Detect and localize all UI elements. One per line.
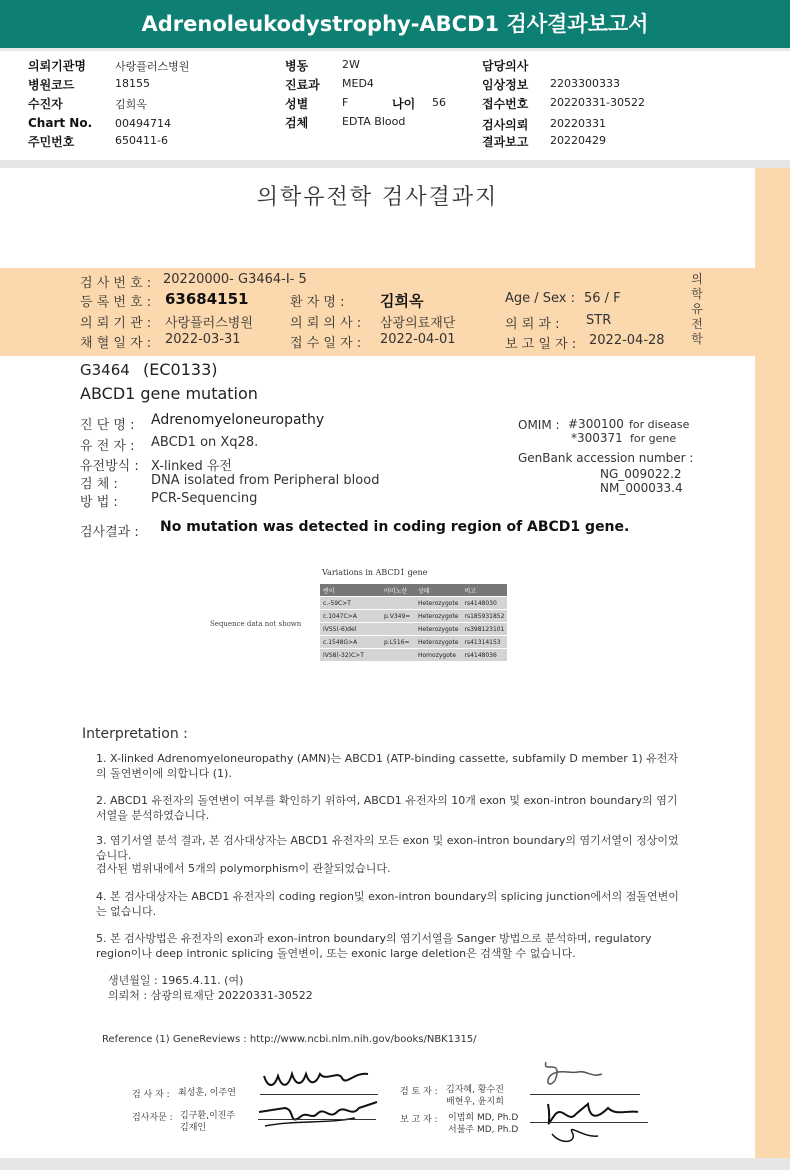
value-resident-no: 650411-6	[115, 134, 168, 147]
interpretation-p2: 2. ABCD1 유전자의 돌연변이 여부를 확인하기 위하여, ABCD1 유전자의 10개 exon 및 exon-intron boundary의 염기서열을 분석하였습니다.	[96, 794, 678, 822]
value-receipt-no: 20220331-30522	[550, 96, 645, 109]
advisor-names-1: 김구환,이진주	[180, 1111, 236, 1121]
cell: p.V349=	[381, 610, 415, 623]
reviewer-names-2: 배현우, 윤지희	[446, 1097, 504, 1107]
receive-date: 2022-04-01	[380, 332, 456, 347]
genbank-ng: NG_009022.2	[600, 467, 682, 481]
value-hospital-code: 18155	[115, 77, 150, 90]
birth-date: 생년월일 : 1965.4.11. (여)	[108, 974, 244, 987]
value-ward: 2W	[342, 58, 360, 71]
label-request-date: 검사의뢰	[482, 118, 529, 132]
label-age: 나이	[392, 97, 416, 111]
value-clinical-info: 2203300333	[550, 77, 620, 90]
value-specimen: EDTA Blood	[342, 115, 406, 128]
label-institution: 의뢰기관명	[28, 59, 86, 73]
label-chart-no: Chart No.	[28, 116, 93, 130]
report-date: 2022-04-28	[589, 333, 665, 348]
age-sex-label: Age / Sex :	[505, 291, 576, 306]
cell: rs41314153	[461, 636, 507, 649]
inheritance-label: 유전방식 :	[80, 459, 139, 474]
omim-disease-note: for disease	[629, 418, 690, 431]
test-name: ABCD1 gene mutation	[80, 384, 258, 403]
value-report-date: 20220429	[550, 134, 606, 147]
receive-date-label: 접 수 일 자 :	[290, 336, 362, 351]
advisor-label: 검사자문 :	[132, 1113, 173, 1123]
table-header-row	[320, 584, 507, 597]
cell: Heterozygote	[415, 623, 461, 636]
tester-label: 검 사 자 :	[132, 1090, 170, 1100]
genbank-nm: NM_000033.4	[600, 481, 683, 495]
reporter-names-1: 이범희 MD, Ph.D	[448, 1113, 519, 1123]
result-label: 검사결과 :	[80, 525, 139, 540]
tester-names: 최성훈, 이주연	[178, 1088, 236, 1098]
reviewer-names-1: 김자혜, 황수진	[446, 1085, 504, 1095]
table-row	[320, 610, 507, 623]
reviewer-signature	[532, 1054, 612, 1094]
reference: Reference (1) GeneReviews : http://www.ncbi.nlm.nih.gov/books/NBK1315/	[102, 1034, 477, 1045]
doctor: 삼광의료재단	[380, 316, 456, 331]
reporter-label: 보 고 자 :	[400, 1115, 438, 1125]
institution: 사랑플러스병원	[165, 316, 253, 331]
side-char: 학	[691, 287, 703, 301]
label-doctor: 담당의사	[482, 59, 529, 73]
side-vertical-label	[689, 272, 705, 347]
result-text: No mutation was detected in coding region of ABCD1 gene.	[160, 519, 630, 535]
interpretation-p1: 1. X-linked Adrenomyeloneuropathy (AMN)는 ABCD1 (ATP-binding cassette, subfamily D member 1) 유전자의 돌연변이에 의합니다 (1).	[96, 752, 678, 780]
report-title: Adrenoleukodystrophy-ABCD1 검사결과보고서	[0, 0, 790, 51]
reg-no-label: 등 록 번 호 :	[80, 295, 152, 310]
label-resident-no: 주민번호	[28, 135, 75, 149]
variations-table	[320, 584, 507, 661]
gene-label: 유 전 자 :	[80, 439, 135, 454]
interpretation-p3b: 검사된 범위내에서 5개의 polymorphism이 관찰되었습니다.	[96, 862, 391, 875]
omim-gene: *300371	[571, 431, 623, 445]
col-header: 아미노산	[381, 584, 415, 597]
test-code: G3464	[80, 361, 130, 379]
method-label: 방 법 :	[80, 495, 118, 510]
method: PCR-Sequencing	[151, 491, 258, 506]
value-age: 56	[432, 96, 446, 109]
interpretation-p4: 4. 본 검사대상자는 ABCD1 유전자의 coding region및 exon-intron boundary의 splicing junction에서의 점돌연변이는 없습니다.	[96, 890, 679, 918]
table-row	[320, 636, 507, 649]
cell	[381, 597, 415, 610]
side-char: 학	[691, 332, 703, 346]
collect-date-label: 채 혈 일 자 :	[80, 336, 152, 351]
table-row	[320, 649, 507, 662]
gene: ABCD1 on Xq28.	[151, 435, 259, 450]
side-char: 의	[691, 272, 703, 286]
reg-no: 63684151	[165, 290, 249, 308]
side-char: 유	[691, 302, 703, 316]
patient-name-label: 환 자 명 :	[290, 295, 345, 310]
diagnosis: Adrenomyeloneuropathy	[151, 412, 325, 428]
sequence-note: Sequence data not shown	[210, 620, 302, 628]
value-chart-no: 00494714	[115, 117, 171, 130]
value-patient: 김희옥	[115, 98, 147, 111]
value-institution: 사랑플러스병원	[115, 60, 190, 73]
dept: STR	[586, 313, 612, 328]
inheritance: X-linked 유전	[151, 459, 232, 474]
header-divider	[0, 160, 790, 168]
patient-info-band-right	[755, 268, 790, 356]
cell: p.L516=	[381, 636, 415, 649]
label-specimen: 검체	[285, 116, 309, 130]
advisor-names-2: 김재인	[180, 1123, 207, 1133]
interpretation-p5: 5. 본 검사방법은 유전자의 exon과 exon-intron boundary의 염기서열을 Sanger 방법으로 분석하며, regulatory region이나 deep intronic splicing 돌연변이, 또는 exonic large deletion은 검색할 수 없습니다.	[96, 932, 652, 960]
label-department: 진료과	[285, 78, 320, 92]
table-row	[320, 597, 507, 610]
cell: c.-59C>T	[320, 597, 381, 610]
diag-label: 진 단 명 :	[80, 418, 135, 433]
col-header: 상태	[415, 584, 461, 597]
tester-sign-line	[260, 1094, 378, 1095]
label-receipt-no: 접수번호	[482, 97, 529, 111]
cell: IVS8(-32)C>T	[320, 649, 381, 662]
cell: Heterozygote	[415, 597, 461, 610]
cell: c.1548G>A	[320, 636, 381, 649]
client-info: 의뢰처 : 삼광의료재단 20220331-30522	[108, 989, 313, 1002]
interpretation-heading: Interpretation :	[82, 726, 188, 742]
advisor-signature	[255, 1096, 385, 1130]
specimen: DNA isolated from Peripheral blood	[151, 473, 380, 488]
label-clinical-info: 임상정보	[482, 78, 529, 92]
test-code-ec: (EC0133)	[143, 360, 218, 379]
value-request-date: 20220331	[550, 117, 606, 130]
genbank-label: GenBank accession number :	[518, 451, 694, 465]
col-header: 비고	[461, 584, 507, 597]
omim-label: OMIM :	[518, 418, 560, 432]
table-row	[320, 623, 507, 636]
cell: Heterozygote	[415, 610, 461, 623]
report-header	[0, 51, 790, 161]
dept-label: 의 뢰 과 :	[505, 317, 560, 332]
collect-date: 2022-03-31	[165, 332, 241, 347]
tester-signature	[258, 1062, 378, 1094]
doctor-label: 의 뢰 의 사 :	[290, 316, 362, 331]
specimen-label: 검 체 :	[80, 477, 118, 492]
cell	[381, 623, 415, 636]
test-no: 20220000- G3464-I- 5	[163, 272, 307, 287]
side-char: 전	[691, 317, 703, 331]
institution-label: 의 뢰 기 관 :	[80, 316, 152, 331]
omim-gene-note: for gene	[630, 432, 677, 445]
reviewer-label: 검 토 자 :	[400, 1087, 438, 1097]
cell	[381, 649, 415, 662]
report-date-label: 보 고 일 자 :	[505, 337, 577, 352]
reporter-names-2: 서불주 MD, Ph.D	[448, 1125, 519, 1135]
document-title: 의학유전학 검사결과지	[256, 185, 499, 210]
cell: rs398123101	[461, 623, 507, 636]
value-department: MED4	[342, 77, 374, 90]
cell: c.1047C>A	[320, 610, 381, 623]
label-sex: 성별	[285, 97, 309, 111]
value-sex: F	[342, 96, 349, 109]
label-patient: 수진자	[28, 97, 63, 111]
bottom-divider	[0, 1158, 790, 1170]
patient-name: 김희옥	[380, 292, 424, 310]
cell: IVS5(-6)del	[320, 623, 381, 636]
age-sex: 56 / F	[584, 291, 621, 306]
omim-disease: #300100	[568, 417, 624, 431]
variations-title: Variations in ABCD1 gene	[322, 568, 428, 577]
label-ward: 병동	[285, 59, 309, 73]
cell: rs4148030	[461, 597, 507, 610]
test-no-label: 검 사 번 호 :	[80, 276, 152, 291]
cell: rs4148036	[461, 649, 507, 662]
cell: Heterozygote	[415, 636, 461, 649]
interpretation-p3a: 3. 염기서열 분석 결과, 본 검사대상자는 ABCD1 유전자의 모든 exon 및 exon-intron boundary의 염기서열이 정상이었습니다.	[96, 834, 679, 862]
label-report-date: 결과보고	[482, 135, 529, 149]
advisor-sign-line	[258, 1119, 376, 1120]
label-hospital-code: 병원코드	[28, 78, 75, 92]
cell: rs185931852	[461, 610, 507, 623]
reporter-sign-line	[530, 1122, 648, 1123]
col-header: 변이	[320, 584, 381, 597]
cell: Homozygote	[415, 649, 461, 662]
